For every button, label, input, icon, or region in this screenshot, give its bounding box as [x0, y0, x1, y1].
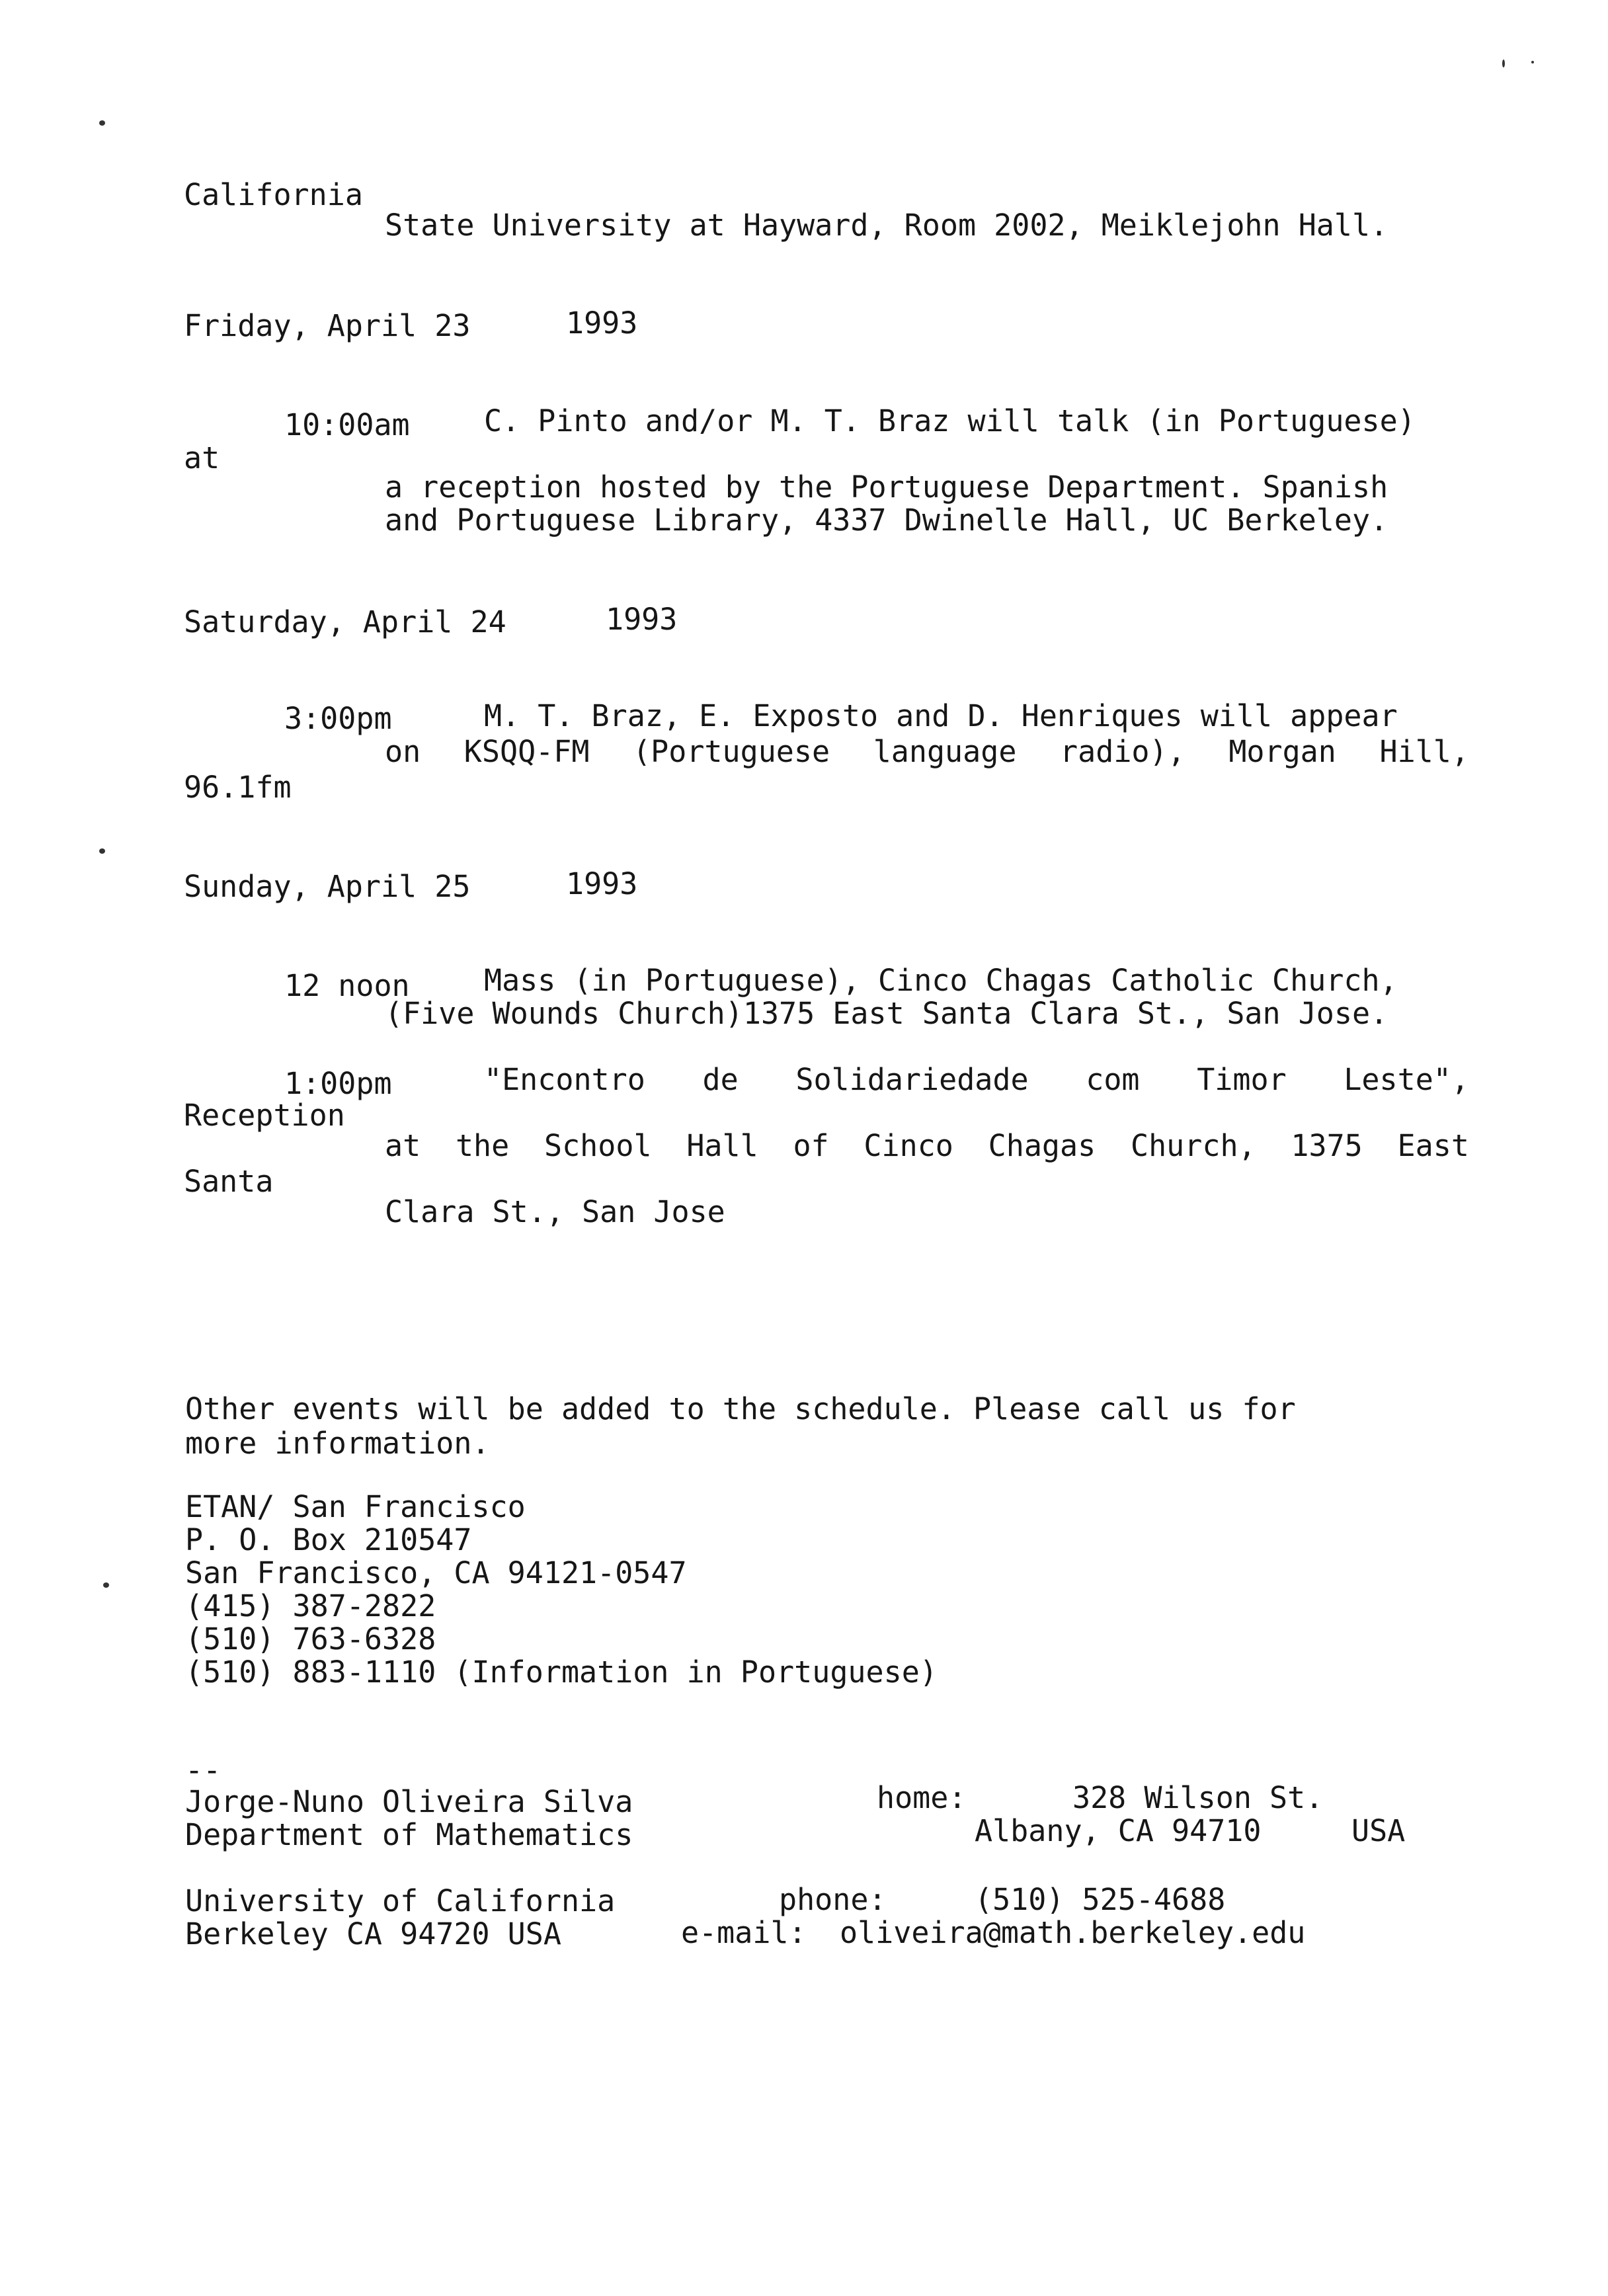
- word: radio),: [1060, 734, 1186, 769]
- saturday-day: Saturday, April 24: [184, 604, 506, 639]
- word: Cinco: [864, 1128, 953, 1163]
- sunday-event-1-text: Mass (in Portuguese), Cinco Chagas Catholic Church,: [484, 963, 1398, 998]
- saturday-event-wrap: 96.1fm: [184, 770, 292, 805]
- contact-city: San Francisco, CA 94121-0547: [185, 1555, 687, 1590]
- friday-event-time: 10:00am: [284, 407, 410, 442]
- word: de: [702, 1062, 739, 1097]
- header-line-1: California: [184, 177, 363, 212]
- scan-speck: [99, 120, 105, 126]
- word: Hill,: [1379, 734, 1469, 769]
- word: on: [385, 734, 421, 769]
- signature-email-label: e-mail:: [681, 1915, 807, 1950]
- sunday-event-2-wrap-2: Santa: [184, 1164, 274, 1199]
- word: Timor: [1197, 1062, 1287, 1097]
- header-line-2: State University at Hayward, Room 2002, Meiklejohn Hall.: [385, 208, 1388, 243]
- signature-home-country: USA: [1351, 1813, 1406, 1848]
- saturday-event-text: M. T. Braz, E. Exposto and D. Henriques will appear: [484, 698, 1398, 733]
- scan-speck: [99, 848, 105, 854]
- friday-year: 1993: [566, 306, 638, 341]
- saturday-event-line-2: [385, 734, 1469, 769]
- word: at: [385, 1128, 421, 1163]
- friday-event-line-2: a reception hosted by the Portuguese Department. Spanish: [385, 470, 1388, 505]
- sunday-event-2-line-1: [484, 1062, 1469, 1097]
- scan-speck: [1502, 60, 1505, 67]
- word: Hall: [686, 1128, 758, 1163]
- sunday-event-1-time: 12 noon: [284, 968, 410, 1003]
- friday-event-line-3: and Portuguese Library, 4337 Dwinelle Hall, UC Berkeley.: [385, 503, 1388, 538]
- signature-university: University of California: [185, 1883, 616, 1918]
- word: East: [1397, 1128, 1469, 1163]
- signature-home-city: Albany, CA 94710: [975, 1813, 1262, 1848]
- word: Morgan: [1228, 734, 1336, 769]
- word: Chagas: [988, 1128, 1096, 1163]
- signature-dept: Department of Mathematics: [185, 1817, 633, 1852]
- other-events-line-2: more information.: [185, 1426, 490, 1461]
- sunday-year: 1993: [566, 866, 638, 901]
- signature-phone-label: phone:: [779, 1882, 887, 1917]
- sunday-event-2-time: 1:00pm: [284, 1066, 392, 1101]
- sunday-event-2-wrap-1: Reception: [184, 1098, 345, 1133]
- sunday-event-2-line-2: [385, 1128, 1469, 1163]
- scan-speck: [1531, 61, 1534, 63]
- signature-home-street: 328 Wilson St.: [1072, 1780, 1324, 1815]
- word: 1375: [1291, 1128, 1363, 1163]
- contact-phone-1: (415) 387-2822: [185, 1588, 436, 1623]
- signature-separator: --: [185, 1752, 221, 1787]
- contact-phone-2: (510) 763-6328: [185, 1621, 436, 1657]
- word: the: [455, 1128, 510, 1163]
- sunday-event-2-line-3: Clara St., San Jose: [385, 1194, 725, 1229]
- saturday-event-time: 3:00pm: [284, 701, 392, 736]
- word: Leste",: [1344, 1062, 1469, 1097]
- word: School: [544, 1128, 652, 1163]
- word: (Portuguese: [633, 734, 830, 769]
- contact-org: ETAN/ San Francisco: [185, 1489, 526, 1524]
- contact-po-box: P. O. Box 210547: [185, 1522, 472, 1557]
- signature-city: Berkeley CA 94720 USA: [185, 1916, 561, 1951]
- word: language: [873, 734, 1017, 769]
- saturday-year: 1993: [606, 602, 678, 637]
- word: "Encontro: [484, 1062, 645, 1097]
- word: Church,: [1130, 1128, 1256, 1163]
- word: com: [1086, 1062, 1140, 1097]
- signature-phone: (510) 525-4688: [975, 1882, 1226, 1917]
- word: of: [793, 1128, 829, 1163]
- signature-email: oliveira@math.berkeley.edu: [840, 1915, 1306, 1950]
- friday-event-wrap: at: [184, 440, 220, 475]
- friday-event-text: C. Pinto and/or M. T. Braz will talk (in Portuguese): [484, 403, 1416, 438]
- word: KSQQ-FM: [463, 734, 590, 769]
- sunday-day: Sunday, April 25: [184, 869, 471, 904]
- scan-speck: [103, 1582, 109, 1588]
- sunday-event-1-line-2: (Five Wounds Church)1375 East Santa Clara St., San Jose.: [385, 996, 1388, 1031]
- friday-day: Friday, April 23: [184, 308, 471, 343]
- word: Solidariedade: [795, 1062, 1029, 1097]
- other-events-line-1: Other events will be added to the schedule. Please call us for: [185, 1391, 1296, 1426]
- signature-name: Jorge-Nuno Oliveira Silva: [185, 1784, 633, 1819]
- signature-home-label: home:: [877, 1780, 967, 1815]
- contact-phone-3: (510) 883-1110 (Information in Portuguese): [185, 1655, 938, 1690]
